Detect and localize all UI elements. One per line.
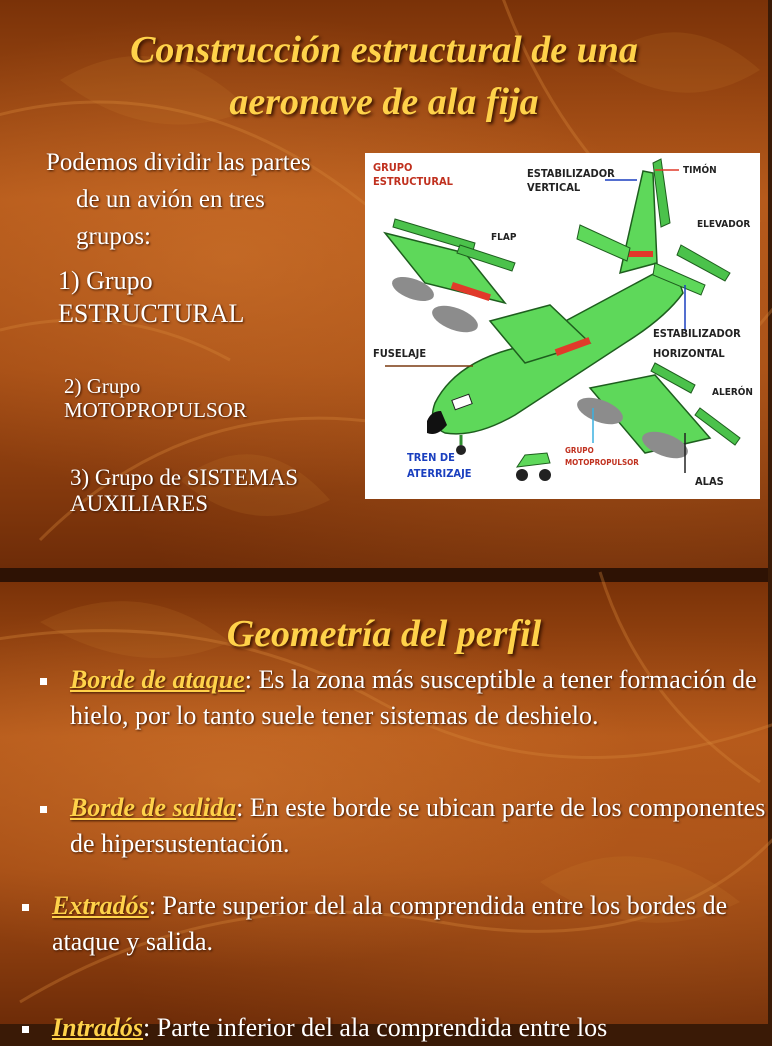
label-grupo-motopropulsor-1: GRUPO: [565, 446, 594, 455]
bullet-intrados: [22, 1010, 772, 1046]
group-motopropulsor: [64, 374, 247, 422]
term-borde-salida: Borde de salida: [70, 793, 237, 822]
bullet-borde-salida: [40, 790, 770, 862]
label-tren-1: TREN DE: [407, 451, 455, 464]
label-flap: FLAP: [491, 232, 517, 243]
group2-line1: 2) Grupo: [64, 374, 141, 398]
label-tren-2: ATERRIZAJE: [407, 467, 472, 480]
label-timon: TIMÓN: [683, 165, 717, 176]
label-aleron: ALERÓN: [712, 387, 753, 398]
label-alas: ALAS: [695, 475, 724, 488]
desc-borde-salida: : En este borde se ubican parte de los componentes de hipersustentación.: [70, 793, 766, 858]
bullet-square-icon: [40, 806, 47, 813]
group3-line1: 3) Grupo de SISTEMAS: [70, 465, 299, 490]
bullet-borde-ataque: [40, 662, 770, 734]
slide2-title: Geometría del perfil: [226, 613, 542, 655]
group3-line2: AUXILIARES: [70, 491, 208, 516]
intro-text: [46, 144, 366, 255]
slide1-title-line2: aeronave de ala fija: [229, 81, 539, 123]
term-borde-ataque: Borde de ataque: [70, 665, 245, 694]
label-estabilizador-vertical-2: VERTICAL: [527, 181, 581, 194]
intro-line2: de un avión en tres: [76, 186, 265, 213]
desc-intrados: : Parte inferior del ala comprendida entre los: [143, 1013, 608, 1042]
slide-separator: [0, 568, 768, 582]
group2-line2: MOTOPROPULSOR: [64, 398, 247, 422]
term-intrados: Intradós: [52, 1013, 144, 1042]
label-elevador: ELEVADOR: [697, 219, 751, 230]
bullet-square-icon: [40, 678, 47, 685]
bullet-square-icon: [22, 904, 29, 911]
intro-line1: Podemos dividir las partes: [46, 149, 311, 176]
label-fuselaje: FUSELAJE: [373, 347, 427, 360]
desc-borde-ataque: : Es la zona más susceptible a tener formación de hielo, por lo tanto suele tener sistemas de deshielo.: [70, 665, 757, 730]
slide-profile-geometry: [0, 582, 768, 1042]
group1-line1: 1) Grupo: [58, 266, 153, 295]
bullet-square-icon: [22, 1026, 29, 1033]
label-grupo: GRUPO: [373, 161, 413, 174]
slide1-title-line1: Construcción estructural de una: [130, 29, 638, 71]
group1-line2: ESTRUCTURAL: [58, 299, 245, 328]
lower-wing-shape: [574, 363, 740, 464]
label-estabilizador-vertical-1: ESTABILIZADOR: [527, 167, 615, 180]
intro-line3: grupos:: [76, 223, 151, 250]
slide1-title: [0, 24, 768, 128]
aircraft-exploded-diagram: [365, 153, 760, 499]
label-estructural: ESTRUCTURAL: [373, 175, 453, 188]
desc-extrados: : Parte superior del ala comprendida entre los bordes de ataque y salida.: [52, 891, 728, 956]
group-auxiliary-systems: [70, 465, 298, 517]
group-structural: [58, 264, 244, 330]
label-grupo-motopropulsor-2: MOTOPROPULSOR: [565, 458, 639, 467]
term-extrados: Extradós: [52, 891, 149, 920]
bullet-extrados: [22, 888, 772, 960]
label-estabilizador-horizontal-2: HORIZONTAL: [653, 347, 725, 360]
label-estabilizador-horizontal-1: ESTABILIZADOR: [653, 327, 741, 340]
aircraft-illustration: [365, 153, 760, 499]
